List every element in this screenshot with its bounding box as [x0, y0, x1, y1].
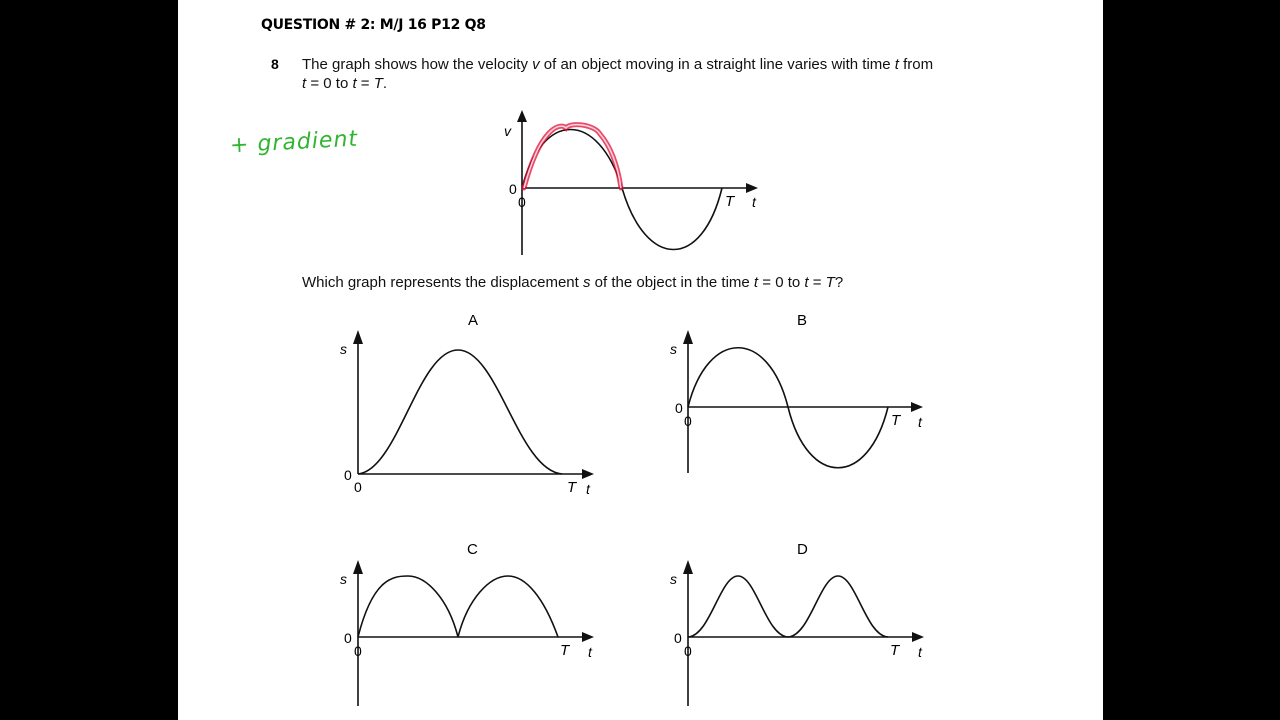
- option-c-letter: C: [467, 541, 478, 558]
- svg-text:0: 0: [344, 467, 352, 483]
- option-b-letter: B: [797, 312, 808, 329]
- svg-text:0: 0: [684, 413, 692, 429]
- svg-text:s: s: [340, 571, 347, 587]
- svg-text:s: s: [340, 341, 347, 357]
- svg-text:s: s: [670, 571, 677, 587]
- option-c-graph[interactable]: [328, 538, 608, 708]
- v-axis-label: v: [504, 123, 511, 139]
- handwritten-annotation: + gradient: [229, 126, 359, 159]
- origin-x-label: 0: [518, 194, 526, 210]
- svg-text:s: s: [670, 341, 677, 357]
- option-a-graph[interactable]: [328, 308, 608, 498]
- svg-text:t: t: [586, 481, 590, 497]
- question-text: The graph shows how the velocity v of an object moving in a straight line varies with time t from t = 0 to t = T.: [302, 56, 934, 92]
- svg-text:T: T: [560, 642, 570, 659]
- option-d-graph[interactable]: [658, 538, 938, 708]
- svg-text:T: T: [891, 412, 901, 429]
- svg-text:T: T: [890, 642, 900, 659]
- document-page: [178, 0, 1103, 720]
- t-axis-label: t: [752, 194, 756, 210]
- option-b-graph[interactable]: [658, 308, 938, 478]
- svg-text:t: t: [918, 414, 922, 430]
- svg-text:0: 0: [354, 479, 362, 495]
- velocity-time-graph: [488, 100, 788, 260]
- question-number: 8: [271, 56, 279, 72]
- svg-text:T: T: [567, 479, 577, 496]
- question-prompt: Which graph represents the displacement s of the object in the time t = 0 to t = T?: [302, 274, 844, 291]
- option-a-letter: A: [468, 312, 479, 329]
- highlight-positive-gradient: [524, 125, 621, 188]
- svg-text:0: 0: [684, 643, 692, 659]
- T-label: T: [725, 193, 735, 210]
- page-header: QUESTION # 2: M/J 16 P12 Q8: [261, 17, 486, 33]
- svg-text:0: 0: [344, 630, 352, 646]
- svg-text:0: 0: [354, 643, 362, 659]
- origin-y-label: 0: [509, 181, 517, 197]
- svg-text:0: 0: [675, 400, 683, 416]
- option-d-letter: D: [797, 541, 808, 558]
- svg-text:t: t: [588, 644, 592, 660]
- svg-text:0: 0: [674, 630, 682, 646]
- svg-text:t: t: [918, 644, 922, 660]
